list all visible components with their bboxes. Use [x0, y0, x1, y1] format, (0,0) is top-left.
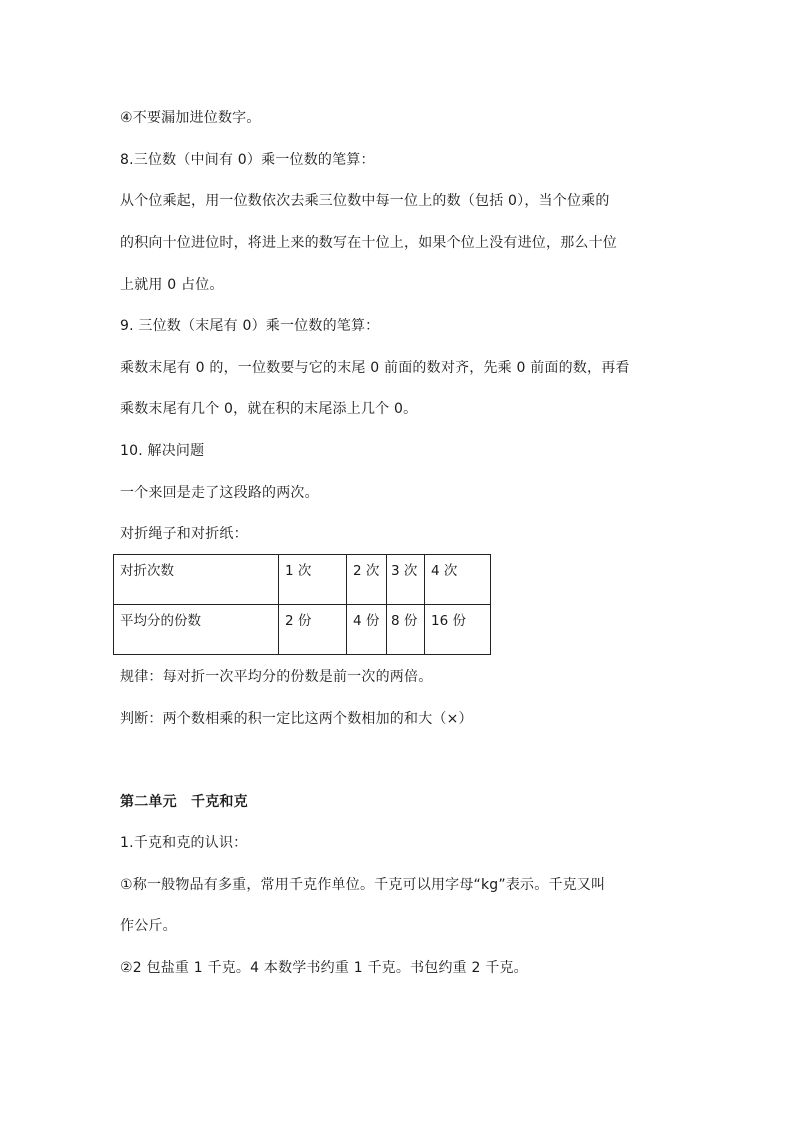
- table-cell: 4 份: [347, 605, 387, 655]
- table-cell: 1 次: [279, 555, 347, 605]
- section-heading: 9. 三位数（末尾有 0）乘一位数的笔算：: [120, 318, 380, 334]
- section-heading: 8.三位数（中间有 0）乘一位数的笔算：: [120, 152, 375, 168]
- table-cell: 3 次: [387, 555, 425, 605]
- section-heading: 1.千克和克的认识：: [120, 835, 248, 851]
- text-line: ④不要漏加进位数字。: [120, 110, 261, 126]
- text-line: ①称一般物品有多重，常用千克作单位。千克可以用字母“kg”表示。千克又叫: [120, 877, 606, 893]
- table-row: [114, 605, 491, 655]
- text-line: ②2 包盐重 1 千克。4 本数学书约重 1 千克。书包约重 2 千克。: [120, 960, 528, 976]
- text-line: 上就用 0 占位。: [120, 277, 224, 293]
- table-cell: 2 份: [279, 605, 347, 655]
- text-line: 乘数末尾有几个 0，就在积的末尾添上几个 0。: [120, 401, 418, 417]
- folding-table: [113, 554, 491, 655]
- table-cell: 平均分的份数: [114, 605, 279, 655]
- text-line: 从个位乘起，用一位数依次去乘三位数中每一位上的数（包括 0），当个位乘的: [120, 193, 610, 209]
- table-cell: 8 份: [387, 605, 425, 655]
- text-line: 判断：两个数相乘的积一定比这两个数相加的和大（×）: [120, 711, 473, 727]
- table-cell: 对折次数: [114, 555, 279, 605]
- chapter-heading: 第二单元 千克和克: [120, 794, 248, 810]
- table-cell: 4 次: [425, 555, 491, 605]
- text-line: 乘数末尾有 0 的，一位数要与它的末尾 0 前面的数对齐，先乘 0 前面的数，再看: [120, 360, 630, 376]
- table-cell: 16 份: [425, 605, 491, 655]
- text-line: 对折绳子和对折纸：: [120, 526, 248, 542]
- table-cell: 2 次: [347, 555, 387, 605]
- table-row: [114, 555, 491, 605]
- text-line: 规律：每对折一次平均分的份数是前一次的两倍。: [120, 669, 433, 685]
- section-heading: 10. 解决问题: [120, 443, 205, 459]
- text-line: 一个来回是走了这段路的两次。: [120, 485, 319, 501]
- text-line: 作公斤。: [120, 918, 177, 934]
- text-line: 的积向十位进位时，将进上来的数写在十位上，如果个位上没有进位，那么十位: [120, 235, 617, 251]
